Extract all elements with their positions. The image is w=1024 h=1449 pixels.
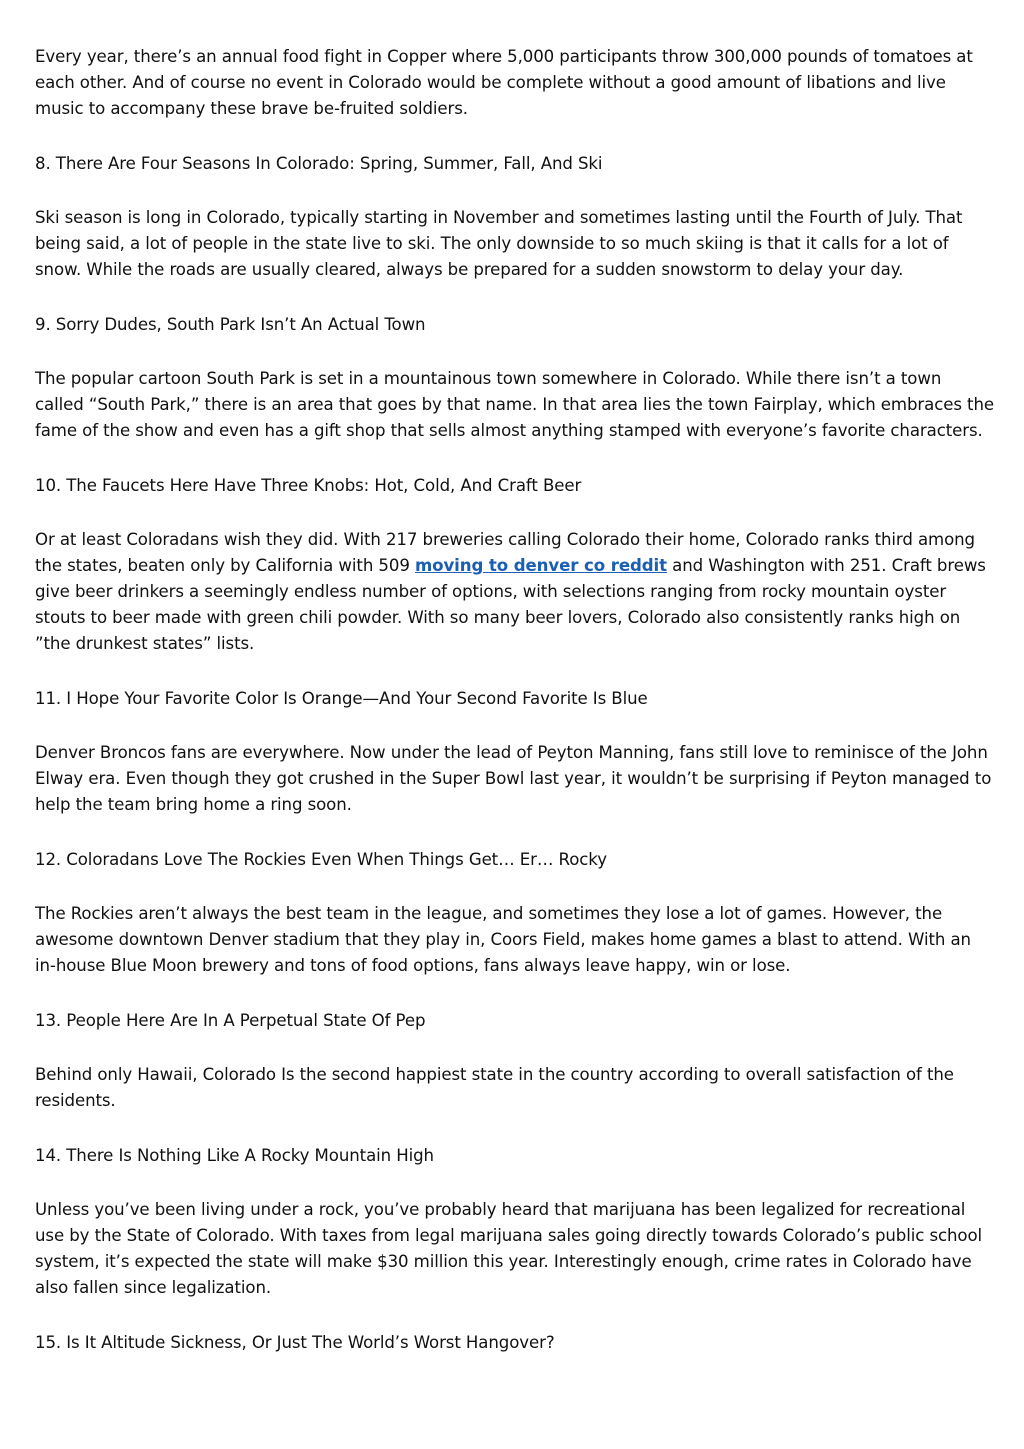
heading-altitude-sickness: 15. Is It Altitude Sickness, Or Just The World’s Worst Hangover? [35,1332,555,1352]
paragraph-breweries [35,527,995,657]
paragraph-ski-season: Ski season is long in Colorado, typically starting in November and sometimes lasting until the Fourth of July. That being said, a lot of people in the state live to ski. The only downside to so much skiing is that it calls for a lot of snow. While the roads are usually cleared, always be prepared for a sudden snowstorm to delay your day. [35,208,963,279]
paragraph-coors-field: The Rockies aren’t always the best team in the league, and sometimes they lose a lot of games. However, the awesome downtown Denver stadium that they play in, Coors Field, makes home games a blast to attend. With an in-house Blue Moon brewery and tons of food options, fans always leave happy, win or lose. [35,904,971,975]
heading-four-seasons: 8. There Are Four Seasons In Colorado: Spring, Summer, Fall, And Ski [35,153,603,173]
heading-rockies: 12. Coloradans Love The Rockies Even When Things Get… Er… Rocky [35,849,607,869]
paragraph-south-park: The popular cartoon South Park is set in a mountainous town somewhere in Colorado. While there isn’t a town called “South Park,” there is an area that goes by that name. In that area lies the town Fairplay, which embraces the fame of the show and even has a gift shop that sells almost anything stamped with everyone’s favorite characters. [35,369,994,440]
paragraph-broncos: Denver Broncos fans are everywhere. Now under the lead of Peyton Manning, fans still love to reminisce of the John Elway era. Even though they got crushed in the Super Bowl last year, it wouldn’t be surprising if Peyton managed to help the team bring home a ring soon. [35,743,992,814]
paragraph-food-fight: Every year, there’s an annual food fight in Copper where 5,000 participants throw 300,000 pounds of tomatoes at each other. And of course no event in Colorado would be complete without a good amount of libations and live music to accompany these brave be-fruited soldiers. [35,47,973,118]
article-body [35,44,995,1384]
paragraph-marijuana: Unless you’ve been living under a rock, you’ve probably heard that marijuana has been legalized for recreational use by the State of Colorado. With taxes from legal marijuana sales going directly towards Colorado’s public school system, it’s expected the state will make $30 million this year. Interestingly enough, crime rates in Colorado have also fallen since legalization. [35,1200,983,1297]
moving-to-denver-link[interactable]: moving to denver co reddit [414,556,667,575]
paragraph-breweries-before: Or at least Coloradans wish they did. With 217 breweries calling Colorado their home, Colorado ranks third among the states, beaten only by California with 509 [35,530,975,575]
heading-craft-beer: 10. The Faucets Here Have Three Knobs: Hot, Cold, And Craft Beer [35,475,582,495]
heading-pep: 13. People Here Are In A Perpetual State Of Pep [35,1010,426,1030]
heading-orange-blue: 11. I Hope Your Favorite Color Is Orange—And Your Second Favorite Is Blue [35,688,648,708]
heading-south-park: 9. Sorry Dudes, South Park Isn’t An Actual Town [35,314,426,334]
heading-rocky-mountain-high: 14. There Is Nothing Like A Rocky Mountain High [35,1145,434,1165]
paragraph-breweries-after: and Washington with 251. Craft brews give beer drinkers a seemingly endless number of options, with selections ranging from rocky mountain oyster stouts to beer made with green chili powder. With so many beer lovers, Colorado also consistently ranks high on ”the drunkest states” lists. [35,556,986,653]
paragraph-happiest-state: Behind only Hawaii, Colorado Is the second happiest state in the country according to overall satisfaction of the residents. [35,1065,954,1110]
